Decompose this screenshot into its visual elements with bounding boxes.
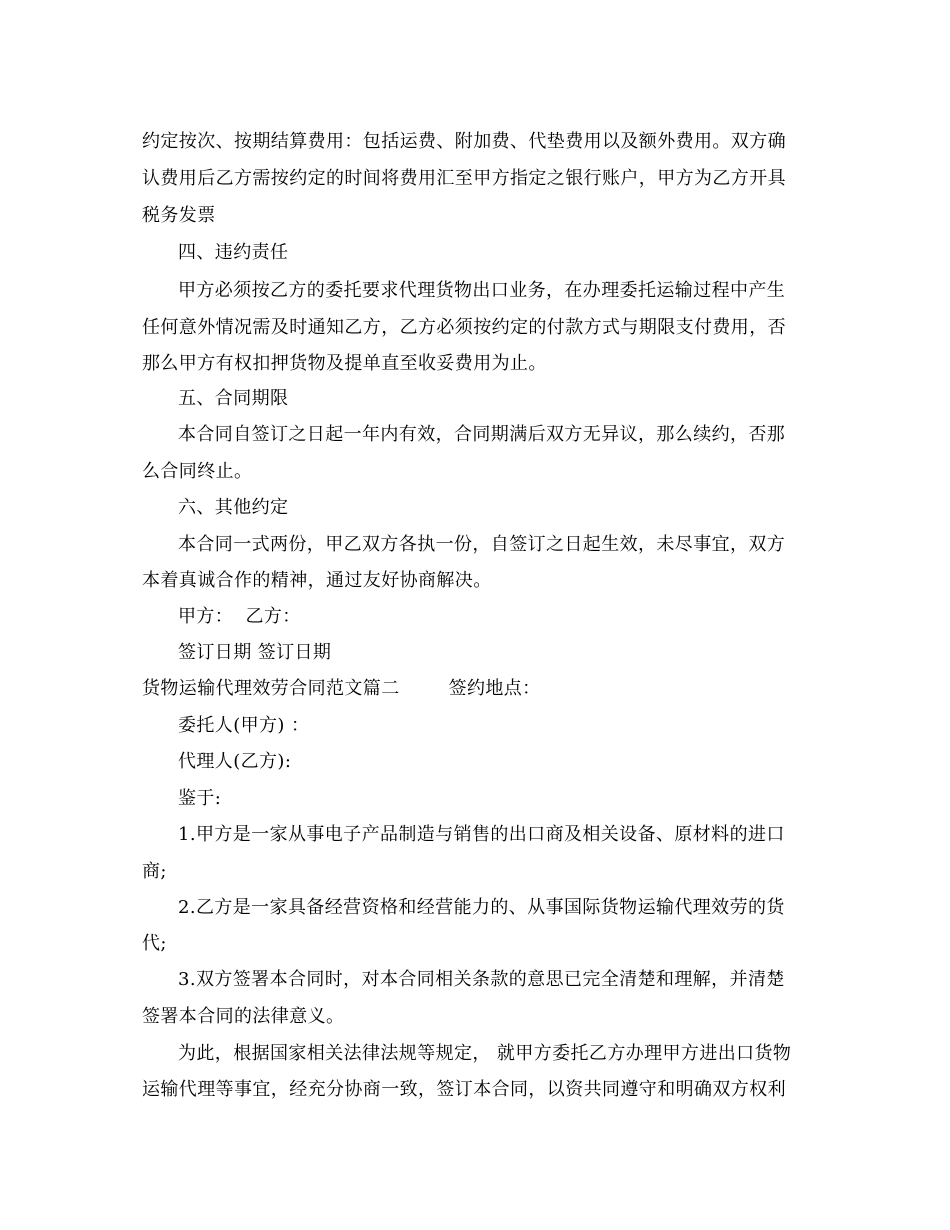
body-text-line: 为此，根据国家相关法律法规等规定， 就甲方委托乙方办理甲方进出口货物 (178, 1043, 792, 1064)
principal-party: 委托人(甲方) ： (178, 715, 310, 736)
section-heading: 四、违约责任 (178, 242, 289, 263)
body-text-line: 商; (142, 861, 167, 882)
agent-party: 代理人(乙方): (178, 751, 292, 772)
signing-dates: 签订日期 签订日期 (178, 642, 332, 663)
recital-item: 2.乙方是一家具备经营资格和经营能力的、从事国际货物运输代理效劳的货 (178, 897, 785, 918)
body-text-line: 约定按次、按期结算费用：包括运费、附加费、代垫费用以及额外费用。双方确 (142, 131, 786, 152)
body-text-line: 那么甲方有权扣押货物及提单直至收妥费用为止。 (142, 353, 547, 374)
body-text-line: 运输代理等事宜，经充分协商一致，签订本合同，以资共同遵守和明确双方权利 (142, 1079, 786, 1100)
body-text-line: 本合同一式两份，甲乙双方各执一份，自签订之日起生效，未尽事宜，双方 (178, 534, 786, 555)
section-heading: 五、合同期限 (178, 388, 289, 409)
section-heading: 六、其他约定 (178, 497, 289, 518)
body-text-line: 本着真诚合作的精神，通过友好协商解决。 (142, 570, 492, 591)
body-text-line: 么合同终止。 (142, 461, 253, 482)
recital-item: 3.双方签署本合同时，对本合同相关条款的意思已完全清楚和理解，并清楚 (178, 969, 785, 990)
body-text-line: 甲方必须按乙方的委托要求代理货物出口业务，在办理委托运输过程中产生 (178, 280, 786, 301)
body-text-line: 代; (142, 933, 167, 954)
body-text-line: 签署本合同的法律意义。 (142, 1006, 345, 1027)
contract-title-line: 货物运输代理效劳合同范文篇二 签约地点： (142, 678, 541, 699)
recital-item: 1.甲方是一家从事电子产品制造与销售的出口商及相关设备、原材料的进口 (178, 824, 785, 845)
recital-heading: 鉴于: (178, 788, 222, 809)
body-text-line: 税务发票 (142, 205, 216, 226)
body-text-line: 本合同自签订之日起一年内有效，合同期满后双方无异议，那么续约，否那 (178, 424, 786, 445)
body-text-line: 任何意外情况需及时通知乙方，乙方必须按约定的付款方式与期限支付费用，否 (142, 317, 786, 338)
signature-parties: 甲方： 乙方： (178, 606, 301, 627)
body-text-line: 认费用后乙方需按约定的时间将费用汇至甲方指定之银行账户，甲方为乙方开具 (142, 168, 786, 189)
